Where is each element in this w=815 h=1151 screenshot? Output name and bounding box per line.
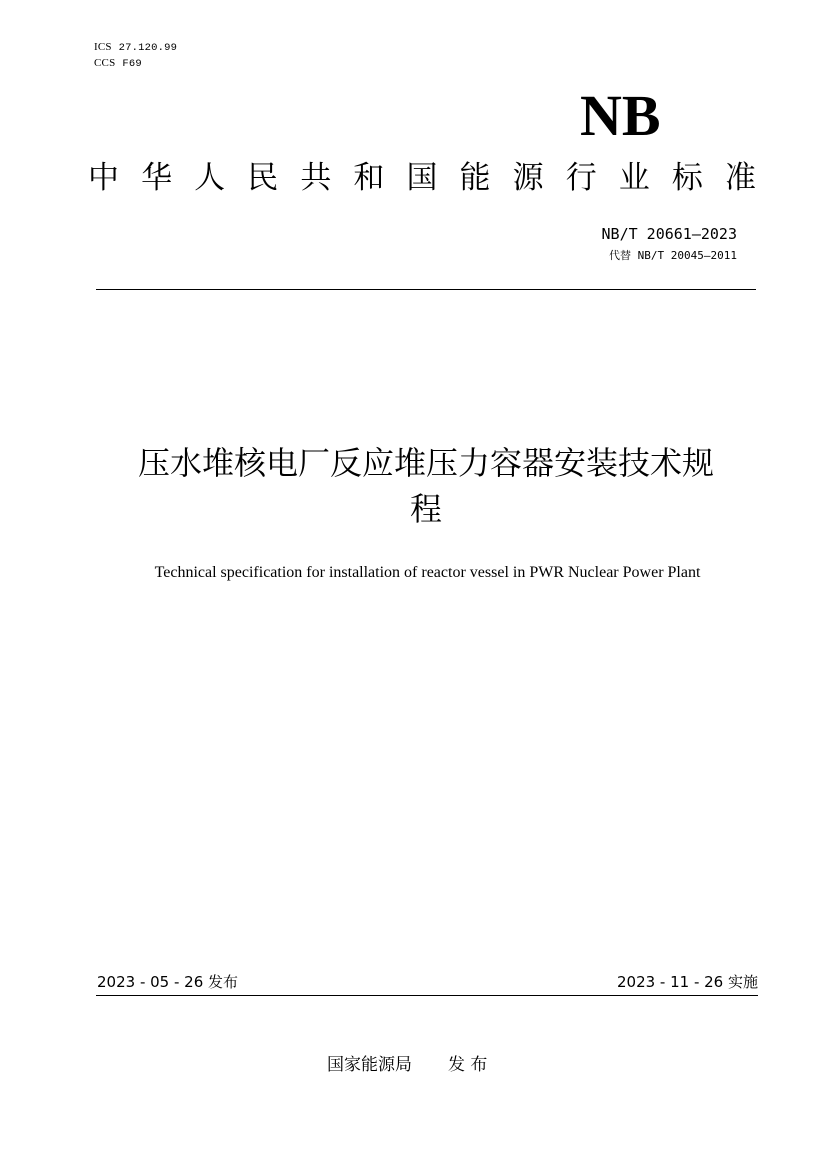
title-char: 和: [353, 160, 385, 196]
ics-code: 27.120.99: [118, 42, 178, 54]
issuer-name: 国家能源局: [327, 1055, 412, 1075]
title-char: 华: [141, 160, 173, 196]
industry-standard-title: [88, 158, 756, 198]
ics-label: ICS: [94, 41, 112, 53]
nb-logo-mark: NB: [580, 83, 661, 148]
title-char: 准: [724, 160, 756, 196]
issuer-action: 发 布: [448, 1055, 488, 1075]
ccs-code: F69: [122, 58, 142, 70]
header-divider: [96, 289, 756, 290]
title-char: 共: [300, 160, 332, 196]
title-char: 中: [88, 160, 119, 196]
title-char: 能: [459, 160, 491, 196]
title-line-1: 压水堆核电厂反应堆压力容器安装技术规: [137, 444, 714, 482]
issuing-authority: [327, 1053, 487, 1077]
standard-number: NB/T 20661—2023: [601, 225, 737, 243]
title-char: 民: [247, 160, 279, 196]
title-line-2: 程: [409, 490, 442, 528]
implementation-date: 2023 - 11 - 26 实施: [616, 973, 758, 991]
title-char: 人: [194, 160, 226, 196]
footer-divider: [96, 995, 758, 996]
title-char: 国: [406, 160, 438, 196]
classification-codes: [94, 40, 177, 72]
ics-row: [94, 40, 177, 56]
publish-date: 2023 - 05 - 26 发布: [97, 973, 239, 991]
title-char: 业: [618, 160, 650, 196]
ccs-label: CCS: [94, 57, 116, 69]
title-char: 标: [671, 160, 703, 196]
replaced-standard: 代替 NB/T 20045—2011: [609, 249, 737, 262]
document-title-english: Technical specification for installation of reactor vessel in PWR Nuclear Power Plant: [154, 564, 701, 581]
ccs-row: [94, 56, 177, 72]
title-char: 行: [565, 160, 597, 196]
document-title-chinese: [96, 440, 756, 532]
title-char: 源: [512, 160, 544, 196]
